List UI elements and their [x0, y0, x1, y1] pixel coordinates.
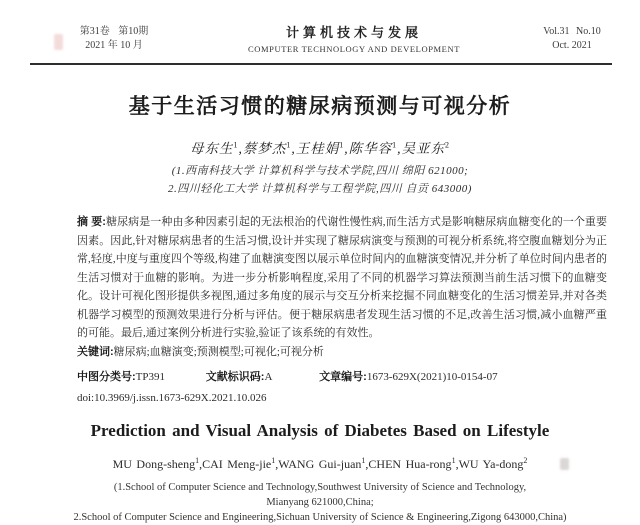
affiliation-line: 2.School of Computer Science and Engineering,Sichuan University of Science & Engineering,Zigong 643000,China): [73, 512, 567, 523]
author: 吴亚东$^2$: [401, 140, 450, 156]
journal-name-block: [178, 25, 530, 56]
journal-name-cn: 计算机技术与发展: [285, 25, 422, 40]
affiliations-cn: [0, 162, 640, 198]
author: 母东生$^1$: [190, 140, 239, 156]
authors-cn: 母东生$^1$,蔡梦杰$^1$,王桂娟$^1$,陈华容$^1$,吴亚东$^2$: [190, 140, 450, 156]
doc-code-value: A: [264, 371, 273, 383]
doi-line: doi:10.3969/j.issn.1673-629X.2021.10.026: [77, 392, 267, 404]
author: 王桂娟$^1$: [295, 140, 345, 156]
article-id-item: [319, 369, 497, 385]
author: 陈华容$^1$: [348, 140, 398, 156]
journal-issue-en-block: [530, 25, 614, 53]
keywords-text: 糖尿病;血糖演变;预测模型;可视化;可视分析: [113, 345, 324, 358]
journal-issue-cn-block: [50, 25, 178, 53]
authors-en: MU Dong-sheng$^1$,CAI Meng-jie$^1$,WANG Gui-juan$^1$,CHEN Hua-rong$^1$,WU Ya-dong$^2$: [112, 456, 528, 471]
date-en: Oct. 2021: [552, 40, 592, 51]
abstract-label: 摘 要:: [77, 216, 106, 228]
clc-value: TP391: [135, 371, 166, 383]
author: WU Ya-dong$^2$: [458, 456, 528, 471]
author: MU Dong-sheng$^1$: [112, 456, 200, 471]
article-id-label: 文章编号:: [319, 371, 367, 383]
abstract-text: 糖尿病是一种由多种因素引起的无法根治的代谢性慢性病,而生活方式是影响糖尿病血糖变化的一个重要因素。因此,针对糖尿病患者的生活习惯,设计并实现了糖尿病演变与预测的可视分析系统,将空腹血糖划分为正常,轻度,中度与重度四个等级,构建了血糖演变图以展示单位时间内的血糖演变情况,并分析了单位时间内患者的生活习惯对于血糖的影响。为进一步分析影响程度,采用了不同的机器学习算法预测当前生活习惯下的血糖变化。设计可视化图形提供多视图,通过多角度的展示与交互分析来挖掘不同血糖变化的生活习惯差异,并对各类机器学习模型的预测效果进行分析与评估。便于糖尿病患者发现生活习惯的不足,改善生活习惯,减小血糖严重的可能。最后,通过案例分析进行实验,验证了该系统的有效性。: [77, 216, 607, 339]
clc-label: 中图分类号:: [77, 371, 136, 383]
author: CHEN Hua-rong$^1$: [368, 456, 456, 471]
article-id-value: 1673-629X(2021)10-0154-07: [366, 371, 498, 383]
doc-code-item: [206, 369, 273, 385]
affiliation-line: (1.西南科技大学 计算机科学与技术学院,四川 绵阳 621000;: [171, 165, 469, 177]
classification-line: [77, 369, 607, 385]
volume-issue-cn: 第31卷 第10期: [79, 26, 149, 37]
affiliation-line: Mianyang 621000,China;: [266, 497, 374, 508]
article-title-cn: 基于生活习惯的糖尿病预测与可视分析: [128, 95, 512, 118]
header-rule: [30, 63, 612, 65]
journal-header: [0, 0, 640, 56]
affiliation-line: 2.四川轻化工大学 计算机科学与工程学院,四川 自贡 643000): [168, 183, 472, 195]
keywords-line: [77, 343, 607, 362]
abstract-paragraph: [77, 213, 607, 343]
affiliation-line: (1.School of Computer Science and Technology,Southwest University of Science and Technology,: [113, 482, 527, 493]
clc-item: [77, 369, 165, 385]
author: WANG Gui-juan$^1$: [278, 456, 366, 471]
doc-code-label: 文献标识码:: [205, 371, 265, 383]
journal-name-en: COMPUTER TECHNOLOGY AND DEVELOPMENT: [247, 44, 460, 54]
article-title-en: Prediction and Visual Analysis of Diabetes Based on Lifestyle: [90, 421, 550, 440]
keywords-label: 关键词:: [77, 345, 114, 358]
author: 蔡梦杰$^1$: [242, 140, 292, 156]
volume-issue-en: Vol.31 No.10: [543, 26, 601, 37]
date-cn: 2021 年 10 月: [85, 40, 143, 51]
author: CAI Meng-jie$^1$: [202, 456, 276, 471]
affiliations-en: [0, 480, 640, 525]
